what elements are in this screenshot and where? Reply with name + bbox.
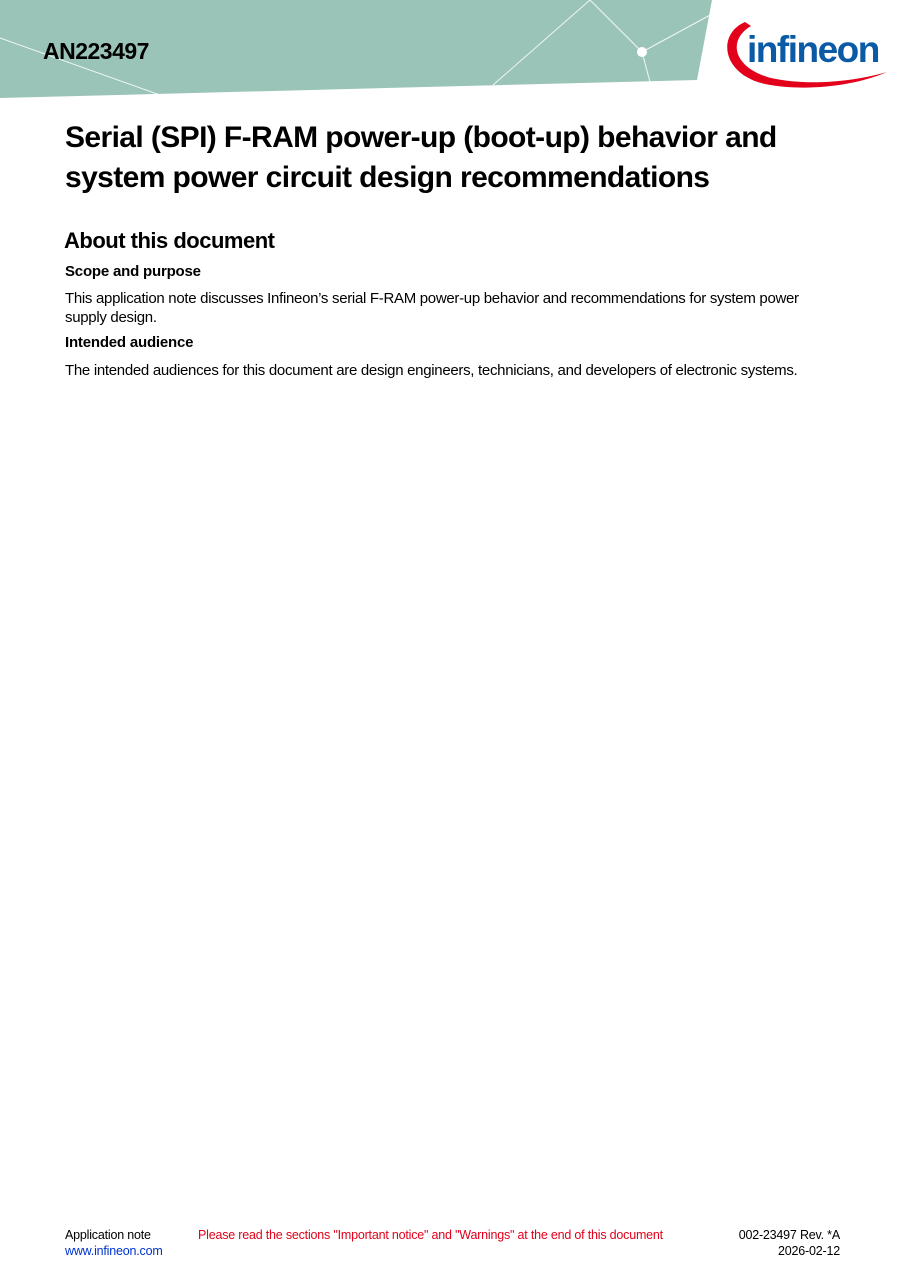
scope-body: This application note discusses Infineon’s serial F-RAM power-up behavior and recommendations for system power supply design. — [65, 290, 799, 326]
infineon-logo — [725, 16, 890, 92]
header-network-node — [637, 47, 647, 57]
document-title: Serial (SPI) F-RAM power-up (boot-up) behavior and system power circuit design recommendations — [65, 121, 777, 194]
footer-notice: Please read the sections "Important notice" and "Warnings" at the end of this document — [198, 1228, 663, 1242]
audience-heading: Intended audience — [65, 334, 194, 351]
document-number: AN223497 — [43, 38, 149, 64]
audience-body: The intended audiences for this document are design engineers, technicians, and developers of electronic systems. — [65, 362, 798, 379]
scope-heading: Scope and purpose — [65, 263, 201, 280]
page-footer — [0, 1226, 905, 1266]
footer-doc-type: Application note — [65, 1228, 151, 1242]
footer-right — [739, 1227, 840, 1259]
logo-wordmark: infineon — [747, 29, 879, 70]
footer-revision: 002-23497 Rev. *A — [738, 1228, 840, 1242]
footer-date: 2026-02-12 — [778, 1244, 840, 1258]
footer-left — [65, 1227, 163, 1259]
footer-website-link[interactable]: www.infineon.com — [65, 1244, 163, 1258]
about-heading: About this document — [64, 228, 275, 253]
